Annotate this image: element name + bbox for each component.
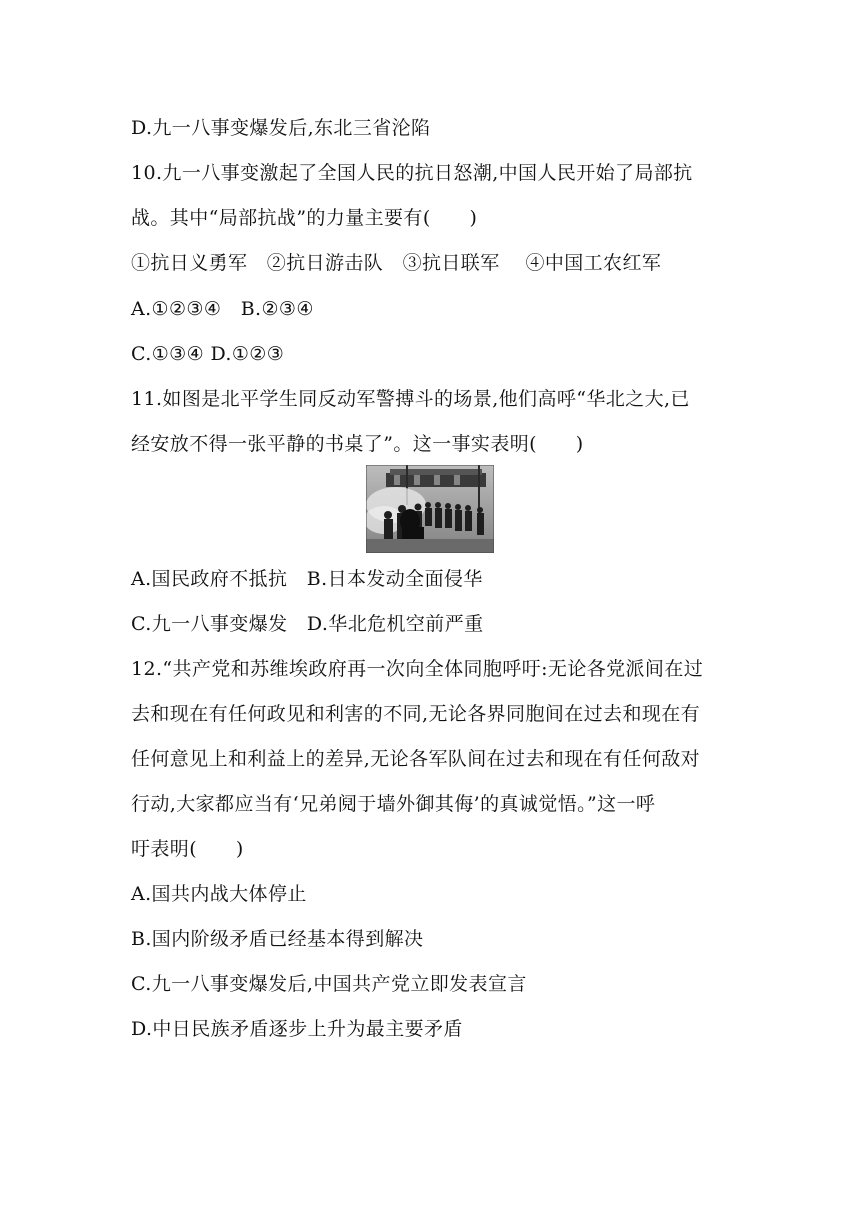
q10-stem-line-2: 战。其中“局部抗战”的力量主要有( ) — [131, 207, 478, 229]
student-protest-photo — [366, 465, 494, 553]
q12-option-c: C.九一八事变爆发后,中国共产党立即发表宣言 — [131, 973, 527, 995]
q11-stem-line-2: 经安放不得一张平静的书桌了”。这一事实表明( ) — [131, 433, 584, 455]
q10-items: ①抗日义勇军 ②抗日游击队 ③抗日联军 ④中国工农红军 — [131, 252, 662, 274]
q9-option-d: D.九一八事变爆发后,东北三省沦陷 — [131, 117, 431, 139]
q10-stem-line-1: 10.九一八事变激起了全国人民的抗日怒潮,中国人民开始了局部抗 — [131, 162, 693, 184]
q12-stem-line-5: 吁表明( ) — [131, 838, 244, 860]
q11-options-ab: A.国民政府不抵抗 B.日本发动全面侵华 — [131, 568, 483, 590]
q11-options-cd: C.九一八事变爆发 D.华北危机空前严重 — [131, 613, 484, 635]
q12-option-a: A.国共内战大体停止 — [131, 883, 307, 905]
q12-option-b: B.国内阶级矛盾已经基本得到解决 — [131, 928, 424, 950]
q12-stem-line-2: 去和现在有任何政见和利害的不同,无论各界同胞间在过去和现在有 — [131, 703, 701, 725]
q12-stem-line-3: 任何意见上和利益上的差异,无论各军队间在过去和现在有任何敌对 — [131, 748, 701, 770]
q10-options-ab: A.①②③④ B.②③④ — [131, 298, 314, 320]
q12-stem-line-4: 行动,大家都应当有‘兄弟阋于墙外御其侮’的真诚觉悟。”这一呼 — [131, 793, 656, 815]
q10-options-cd: C.①③④ D.①②③ — [131, 343, 285, 365]
q12-stem-line-1: 12.“共产党和苏维埃政府再一次向全体同胞呼吁:无论各党派间在过 — [131, 658, 704, 680]
q11-stem-line-1: 11.如图是北平学生同反动军警搏斗的场景,他们高呼“华北之大,已 — [131, 388, 690, 410]
q12-option-d: D.中日民族矛盾逐步上升为最主要矛盾 — [131, 1018, 463, 1040]
